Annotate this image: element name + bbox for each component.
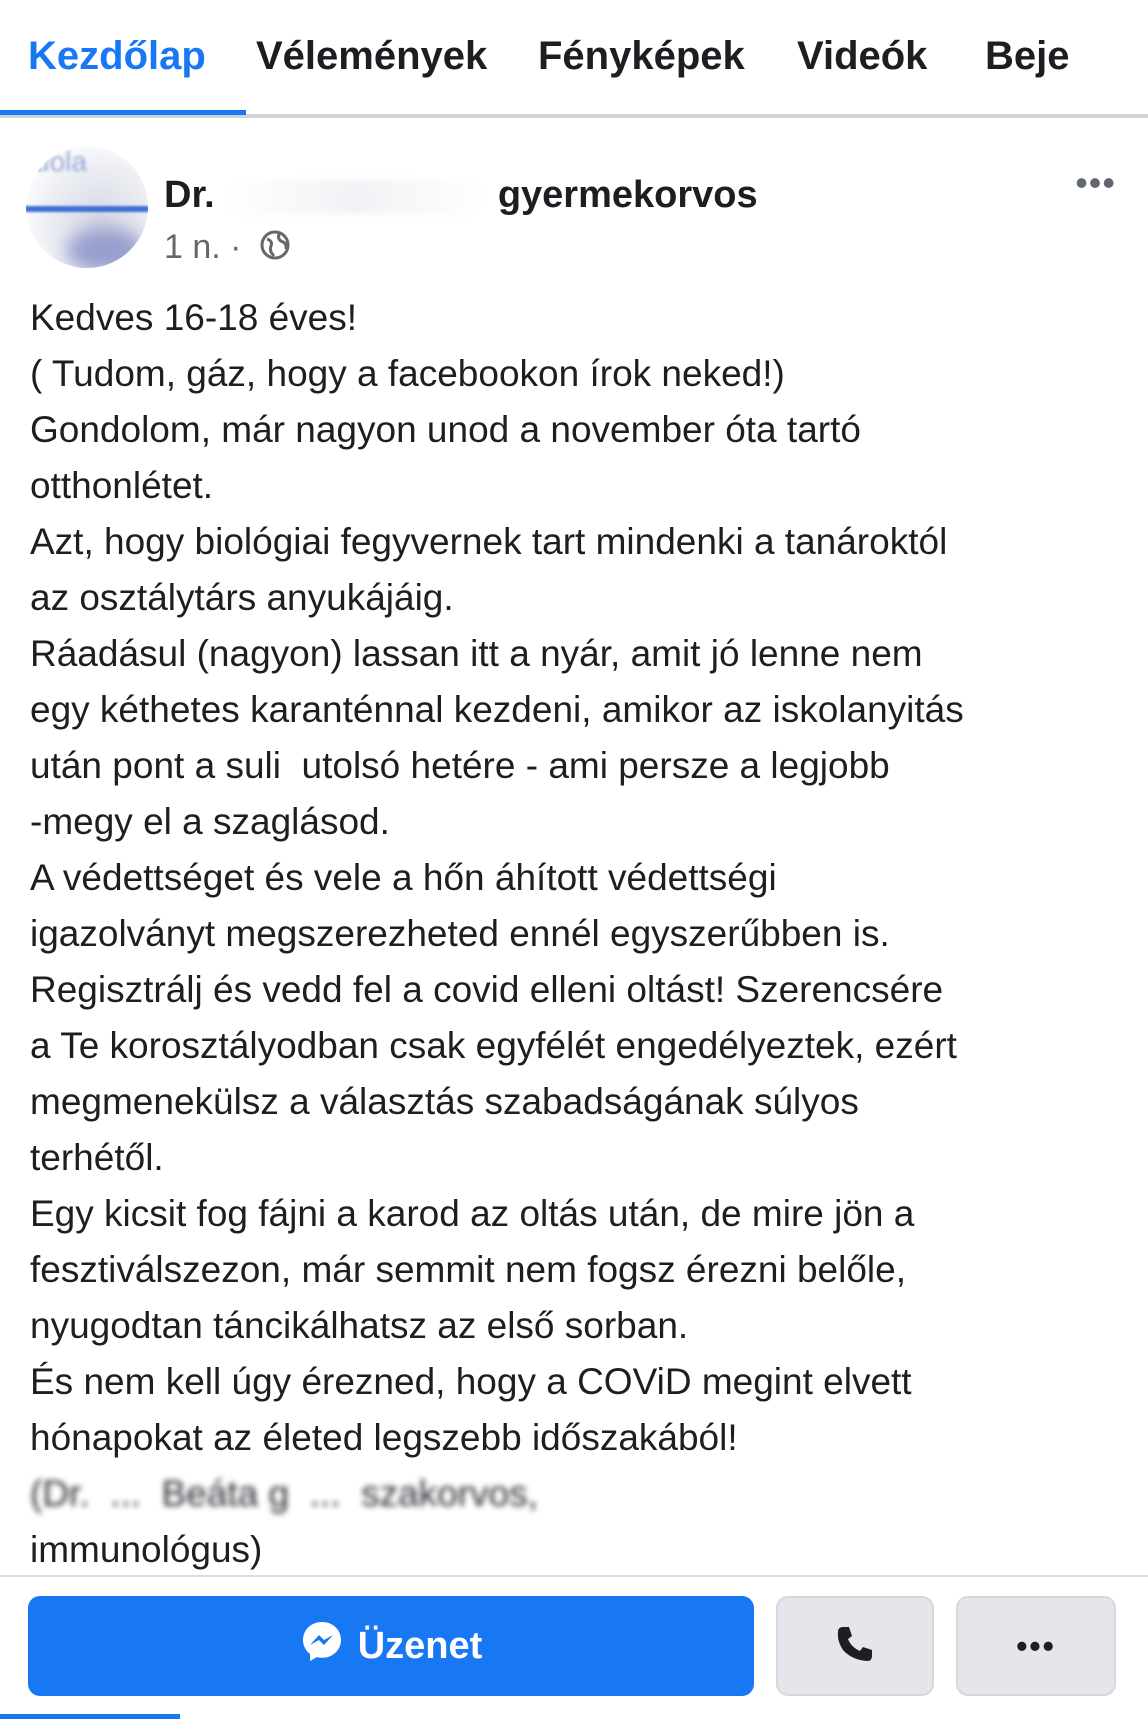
active-tab-indicator <box>0 110 246 115</box>
signature-line-redacted: (Dr. ... Beáta g ... szakorvos, <box>30 1473 538 1514</box>
post-line: igazolványt megszerezheted ennél egyszerűbben is. <box>30 913 890 954</box>
bottom-indicator <box>0 1714 180 1719</box>
post-line: az osztálytárs anyukájáig. <box>30 577 454 618</box>
messenger-icon <box>300 1619 344 1673</box>
phone-icon <box>834 1623 876 1670</box>
divider <box>0 1575 1148 1577</box>
post-line: után pont a suli utolsó hetére - ami persze a legjobb <box>30 745 890 786</box>
post-line: Gondolom, már nagyon unod a november óta tartó <box>30 409 861 450</box>
signature-line: immunológus) <box>30 1529 263 1570</box>
call-button[interactable] <box>776 1596 934 1696</box>
more-dots-icon[interactable]: ••• <box>1075 162 1116 203</box>
post-line: nyugodtan táncikálhatsz az első sorban. <box>30 1305 689 1346</box>
post-header <box>0 140 1148 280</box>
post-line: egy kéthetes karanténnal kezdeni, amikor az iskolanyitás <box>30 689 964 730</box>
page-name-start: Dr. <box>164 174 215 216</box>
redacted-name <box>225 180 487 214</box>
post-line: terhétől. <box>30 1137 164 1178</box>
post-line: Kedves 16-18 éves! <box>30 297 358 338</box>
meta-separator: · <box>230 228 242 266</box>
globe-icon <box>259 229 291 270</box>
message-button-label: Üzenet <box>357 1624 483 1667</box>
post-line: Egy kicsit fog fájni a karod az oltás után, de mire jön a <box>30 1193 915 1234</box>
page-tab-bar <box>0 0 1148 118</box>
post-meta <box>164 228 291 270</box>
avatar-stripe <box>26 206 148 212</box>
post-time[interactable]: 1 n. <box>164 228 221 266</box>
tab-events[interactable]: Beje <box>985 34 1070 78</box>
post-line: megmenekülsz a választás szabadságának súlyos <box>30 1081 859 1122</box>
avatar[interactable] <box>26 146 148 268</box>
tab-videos[interactable]: Videók <box>797 34 928 78</box>
post-line: Regisztrálj és vedd fel a covid elleni oltást! Szerencsére <box>30 969 944 1010</box>
post-line: fesztiválszezon, már semmit nem fogsz érezni belőle, <box>30 1249 907 1290</box>
post-line: otthonlétet. <box>30 465 214 506</box>
more-actions-label: ••• <box>1016 1627 1056 1664</box>
page-name[interactable] <box>164 174 758 217</box>
post-line: hónapokat az életed legszebb időszakából! <box>30 1417 738 1458</box>
page-name-end: gyermekorvos <box>497 174 758 216</box>
post-line: -megy el a szaglásod. <box>30 801 390 842</box>
more-actions-button[interactable] <box>956 1596 1116 1696</box>
post-line: Ráadásul (nagyon) lassan itt a nyár, amit jó lenne nem <box>30 633 923 674</box>
post-line: És nem kell úgy érezned, hogy a COViD megint elvett <box>30 1361 912 1402</box>
avatar-blur <box>66 228 146 268</box>
message-button[interactable] <box>28 1596 754 1696</box>
tab-photos[interactable]: Fényképek <box>538 34 745 78</box>
post-line: Azt, hogy biológiai fegyvernek tart mindenki a tanároktól <box>30 521 948 562</box>
post-text <box>30 290 1125 1578</box>
post-line: A védettséget és vele a hőn áhított védettségi <box>30 857 777 898</box>
avatar-text: uola <box>34 146 87 177</box>
tab-reviews[interactable]: Vélemények <box>256 34 488 78</box>
post-line: ( Tudom, gáz, hogy a facebookon írok neked!) <box>30 353 785 394</box>
tab-home[interactable]: Kezdőlap <box>28 34 206 78</box>
post-line: a Te korosztályodban csak egyfélét engedélyeztek, ezért <box>30 1025 957 1066</box>
